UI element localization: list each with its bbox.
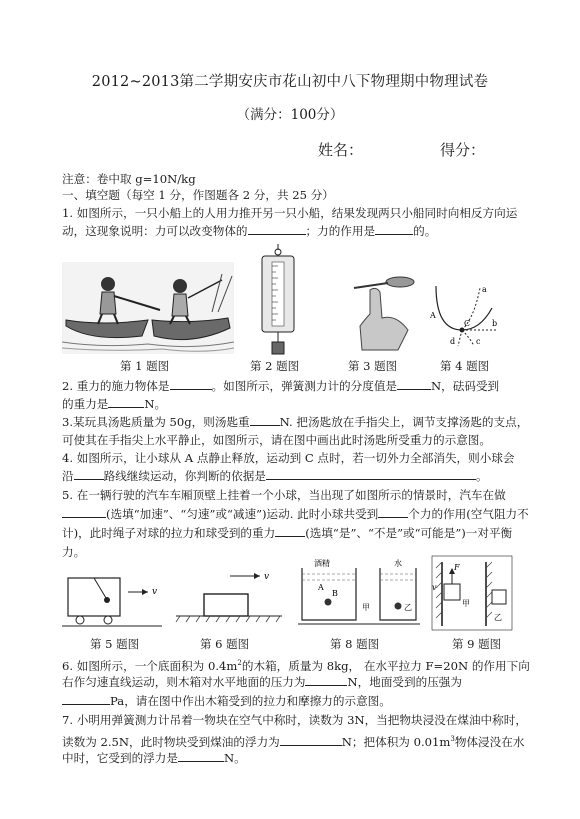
q2-text-a: 2. 重力的施力物体是 — [62, 379, 170, 393]
q2-blank-1[interactable] — [170, 377, 212, 390]
q7-text-d: 中时，它受到的浮力是 — [62, 751, 178, 765]
q5-text-b: 个力的作用(空气阻力不 — [408, 507, 529, 521]
q5-text-c: 计)，此时绳子对球的拉力和球受到的重力 — [62, 526, 276, 540]
fig8-label-yi: 乙 — [404, 603, 412, 612]
q1-blank-1[interactable] — [248, 222, 306, 235]
fig9-label-yi: 乙 — [494, 613, 502, 622]
fig5-velocity-label: v — [152, 587, 158, 597]
name-label: 姓名： — [318, 141, 364, 159]
q2-line1 — [62, 377, 532, 396]
fig8-point-A: A — [318, 583, 324, 592]
fig1-boats-image — [62, 262, 234, 354]
q2-text-d: 的重力是 — [62, 397, 109, 411]
fig9-wall-block-diagram — [432, 556, 512, 634]
section-heading: 一、填空题（每空 1 分，作图题各 2 分，共 25 分） — [62, 188, 334, 202]
fig9-force-label: F — [454, 563, 460, 572]
q7-text-a: 读数为 2.5N，此时物块受到煤油的浮力为 — [62, 734, 280, 749]
q7-sup: 3 — [450, 735, 455, 743]
q6-text-e: Pa，请在图中作出木箱受到的拉力和摩擦力的示意图。 — [110, 694, 391, 708]
fig9-label-jia: 甲 — [462, 599, 470, 608]
fig3-caption: 第 3 题图 — [348, 359, 398, 373]
q4-text-a: 沿 — [62, 469, 74, 483]
q1-text-a: 动，这现象说明：力可以改变物体的 — [62, 224, 248, 238]
q3-line2: 可使其在手指尖上水平静止，如图所示，请在图中画出此时汤匙所受重力的示意图。 — [62, 433, 491, 447]
full-marks: （满分：100分） — [236, 107, 344, 123]
q4-line1: 4. 如图所示，让小球从 A 点静止释放，运动到 C 点时，若一切外力全部消失，则小球会 — [62, 451, 515, 465]
fig8-point-B: B — [332, 589, 338, 598]
q4-text-b: 路线继续运动，你判断的依据是 — [103, 469, 266, 483]
fig4-label-A: A — [430, 311, 436, 320]
q2-text-e: N。 — [144, 397, 167, 411]
exam-title: 2012~2013第二学期安庆市花山初中八下物理期中物理试卷 — [91, 74, 489, 90]
q3-line1 — [62, 413, 532, 432]
fig8-label-jia: 甲 — [362, 603, 370, 612]
q1-line2 — [62, 222, 532, 241]
q1-line1: 1. 如图所示，一只小船上的人用力推开另一只小船，结果发现两只小船同时向相反方向运 — [62, 206, 518, 220]
q6-text-a: 6. 如图所示，一个底面积为 0.4m — [62, 658, 238, 673]
fig8-alcohol-label: 酒精 — [314, 559, 330, 568]
q7-text-c: 物体浸没在水 — [454, 734, 525, 749]
q5-line2 — [62, 505, 532, 524]
q6-sup: 2 — [237, 659, 242, 667]
fig2-caption: 第 2 题图 — [250, 359, 300, 373]
fig4-label-a: a — [482, 285, 487, 294]
fig6-box-diagram — [176, 570, 282, 624]
q1-text-b: ；力的作用是 — [305, 224, 376, 238]
q3-blank-1[interactable] — [250, 413, 280, 426]
q6-text-d: N，地面受到的压强为 — [347, 675, 462, 689]
q6-text-c: 右作匀速直线运动，则木箱对水平地面的压力为 — [62, 675, 306, 689]
q3-text-a: 3.某玩具汤匙质量为 50g，则汤匙重 — [62, 415, 250, 429]
q6-line2 — [62, 673, 532, 692]
q5-blank-3[interactable] — [275, 524, 305, 537]
fig6-caption: 第 6 题图 — [200, 637, 250, 651]
fig4-label-C: C — [464, 319, 471, 328]
fig5-caption: 第 5 题图 — [90, 637, 140, 651]
q5-line4: 力。 — [62, 545, 86, 559]
q5-text-d: (选填“是”、“不是”或“可能是”)一对平衡 — [305, 526, 513, 540]
q7-blank-2[interactable] — [178, 749, 224, 762]
q3-text-b: N. 把汤匙放在手指尖上，调节支撑汤匙的支点， — [279, 415, 529, 429]
score-label: 得分： — [440, 141, 486, 159]
q6-blank-2[interactable] — [62, 692, 110, 705]
q4-blank-1[interactable] — [74, 467, 104, 480]
q7-line3 — [62, 749, 532, 768]
fig4-label-b: b — [492, 319, 498, 328]
q5-blank-1[interactable] — [62, 505, 106, 518]
q6-text-b: 的木箱，质量为 8kg， 在水平拉力 F=20N 的作用下向 — [241, 658, 530, 673]
q1-text-c: 的。 — [413, 224, 437, 238]
q2-blank-2[interactable] — [397, 377, 431, 390]
fig6-velocity-label: v — [264, 572, 270, 582]
fig9-velocity-label: v — [432, 583, 437, 592]
q7-text-b: N；把体积为 0.01m — [341, 734, 451, 749]
q5-line3 — [62, 524, 532, 543]
fig2-spring-scale-image — [256, 244, 300, 356]
note: 注意：卷中取 g=10N/kg — [62, 172, 196, 186]
fig8-caption: 第 8 题图 — [330, 637, 380, 651]
q5-line1: 5. 在一辆行驶的汽车车厢顶壁上挂着一个小球，当出现了如图所示的情景时，汽车在做 — [62, 488, 506, 502]
q1-blank-2[interactable] — [375, 222, 413, 235]
fig4-track-diagram — [430, 282, 500, 346]
q4-text-c: 。 — [475, 469, 488, 483]
q5-blank-2[interactable] — [378, 505, 408, 518]
fig4-caption: 第 4 题图 — [440, 359, 490, 373]
q2-line2 — [62, 395, 532, 414]
q7-line1: 7. 小明用弹簧测力计吊着一物块在空气中称时，读数为 3N，当把物块浸没在煤油中称时， — [62, 713, 527, 727]
fig8-water-label: 水 — [394, 559, 402, 568]
q7-text-e: N。 — [223, 751, 246, 765]
q6-blank-1[interactable] — [305, 673, 347, 686]
q2-text-b: 。如图所示，弹簧测力计的分度值是 — [211, 379, 398, 393]
q2-text-c: N，砝码受到 — [431, 379, 500, 393]
q5-text-a: (选填“加速”、“匀速”或“减速”)运动. 此时小球共受到 — [106, 507, 379, 521]
fig9-caption: 第 9 题图 — [452, 637, 502, 651]
q4-line2 — [62, 467, 532, 486]
fig4-label-c: c — [476, 337, 481, 346]
q6-line3 — [62, 692, 532, 711]
q4-blank-2[interactable] — [266, 467, 476, 480]
fig1-caption: 第 1 题图 — [120, 359, 170, 373]
q2-blank-3[interactable] — [108, 395, 144, 408]
fig3-spoon-on-finger-image — [352, 274, 422, 350]
q7-blank-1[interactable] — [280, 733, 342, 746]
fig8-containers-diagram — [298, 558, 420, 630]
fig4-label-d: d — [450, 337, 456, 346]
fig5-cart-diagram — [62, 576, 162, 630]
